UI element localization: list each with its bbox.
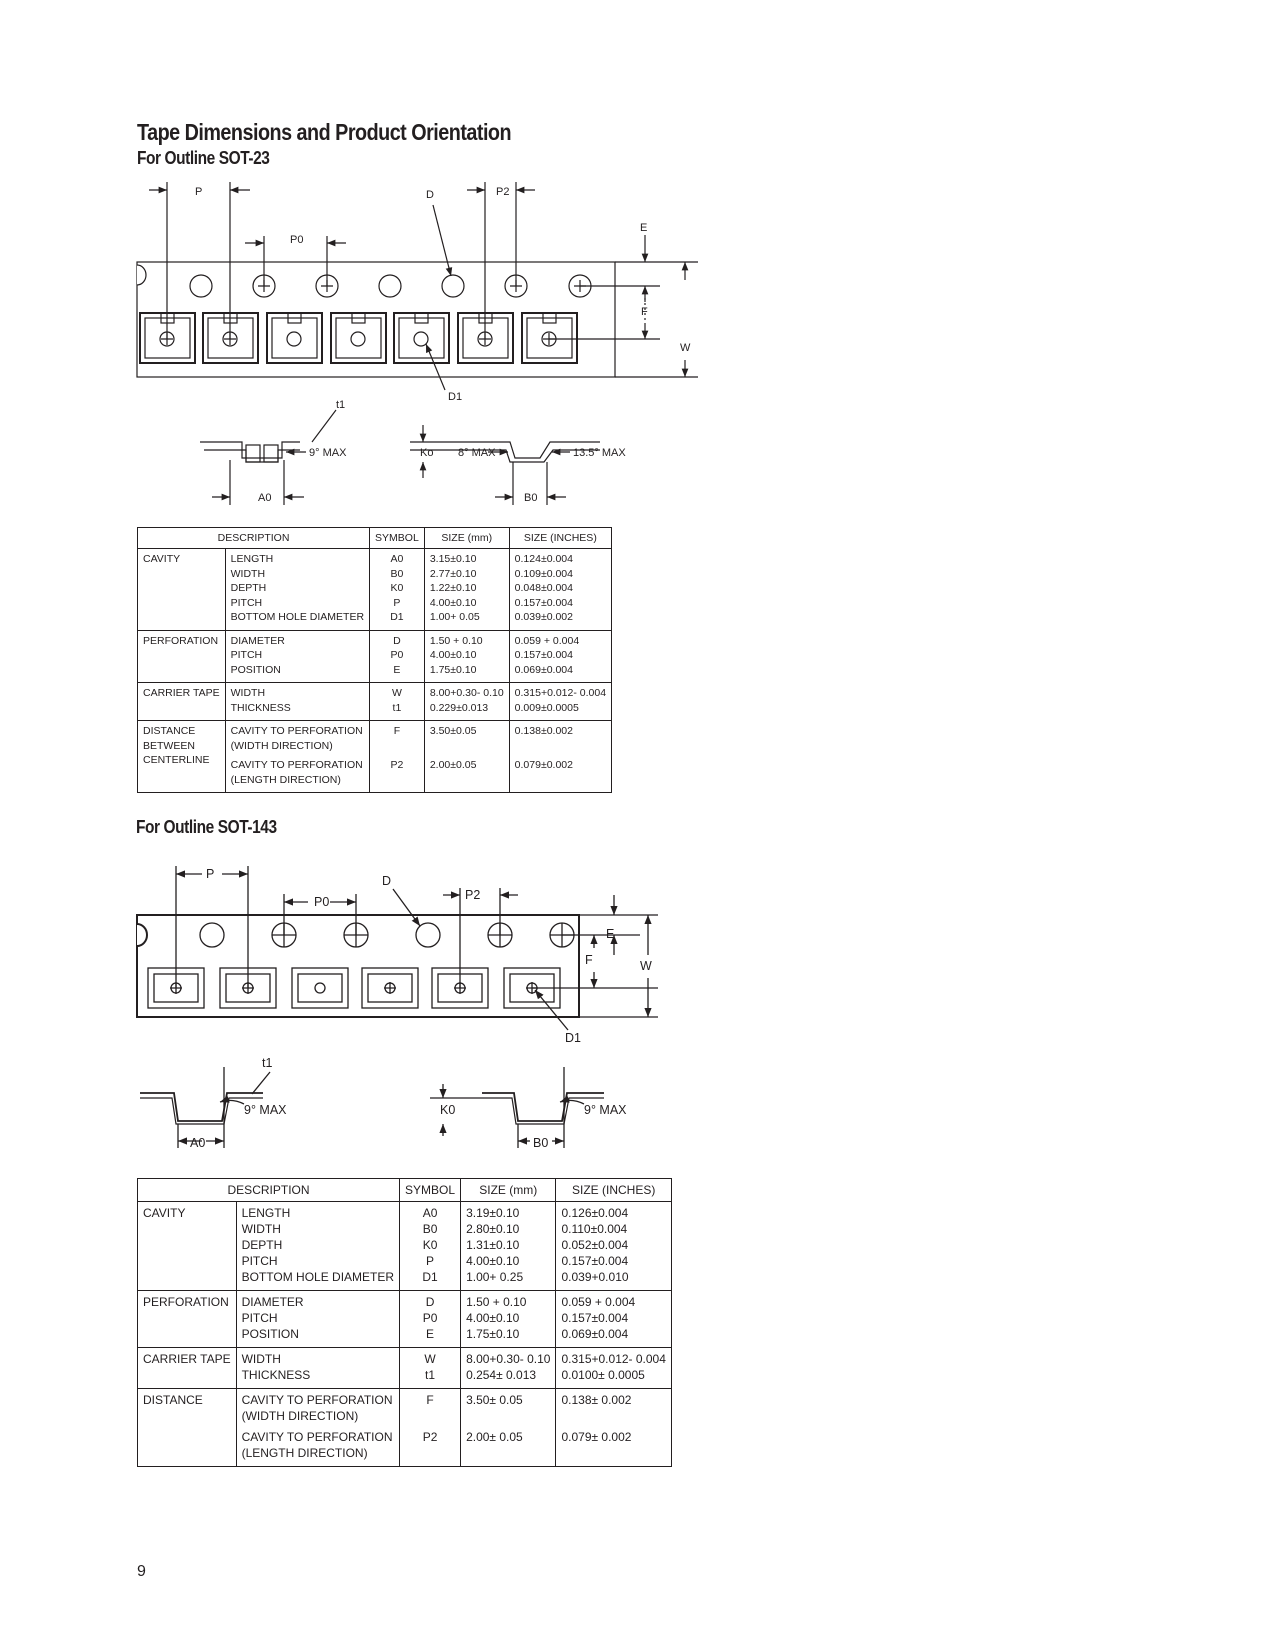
- description-text: PITCH: [230, 596, 263, 609]
- symbol-cell: [370, 549, 425, 631]
- column-header: SIZE (INCHES): [556, 1179, 671, 1202]
- section-heading-sot143: For Outline SOT-143: [136, 817, 277, 837]
- description-cell: [225, 549, 369, 631]
- dim-label-t1: t1: [336, 399, 346, 411]
- size-inches-cell: [556, 1291, 671, 1348]
- size-inches-value: 0.048±0.004: [514, 582, 573, 594]
- description-text: CAVITY TO PERFORATION: [241, 1393, 393, 1407]
- size-mm-value: 2.00± 0.05: [466, 1430, 523, 1444]
- group-name: CARRIER TAPE: [143, 1352, 231, 1366]
- dim-label-e: E: [640, 222, 648, 234]
- dim-label-t1: t1: [262, 1056, 273, 1070]
- size-inches-value: 0.157±0.004: [561, 1254, 629, 1268]
- description-text: LENGTH: [230, 553, 274, 565]
- description-text: (LENGTH DIRECTION): [230, 773, 341, 786]
- description-text: CAVITY TO PERFORATION: [241, 1430, 393, 1444]
- size-inches-value: 0.069±0.004: [514, 663, 573, 676]
- size-inches-value: 0.157±0.004: [514, 649, 573, 661]
- size-mm-value: 1.22±0.10: [429, 582, 477, 594]
- description-cell: [236, 1389, 399, 1467]
- row-spacer: [375, 773, 419, 788]
- dim-label-ko: Ko: [420, 447, 434, 459]
- sot23-spec-table: [137, 527, 612, 793]
- column-header: SIZE (mm): [461, 1179, 556, 1202]
- row-spacer: [430, 773, 504, 788]
- dim-label-b0: B0: [524, 492, 538, 504]
- size-inches-value: 0.059 + 0.004: [561, 1295, 636, 1309]
- size-inches-value: 0.052±0.004: [561, 1238, 629, 1252]
- table-row: [138, 1389, 672, 1467]
- group-name: CAVITY: [143, 1206, 186, 1220]
- symbol-value: K0: [422, 1238, 438, 1252]
- dim-label-9-max: 9° MAX: [244, 1103, 287, 1117]
- description-text: PITCH: [230, 649, 263, 661]
- size-inches-value: 0.138±0.002: [514, 725, 573, 737]
- description-text: POSITION: [230, 663, 281, 676]
- size-mm-cell: [424, 721, 509, 793]
- size-inches-value: 0.157±0.004: [514, 596, 573, 609]
- dim-label-13-max: 13.5° MAX: [573, 447, 626, 459]
- column-header: SYMBOL: [400, 1179, 461, 1202]
- dim-label-e: E: [606, 927, 615, 941]
- column-header: SIZE (mm): [424, 528, 509, 549]
- group-name-cell: [138, 1389, 237, 1467]
- size-mm-value: 0.229±0.013: [429, 701, 489, 714]
- dim-label-9-max-right: 9° MAX: [584, 1103, 627, 1117]
- size-mm-value: 3.50± 0.05: [466, 1393, 523, 1407]
- size-mm-cell: [461, 1291, 556, 1348]
- size-inches-cell: [509, 549, 611, 631]
- symbol-value: W: [424, 1352, 436, 1366]
- column-header: SYMBOL: [370, 528, 425, 549]
- dim-label-a0: A0: [258, 492, 272, 504]
- dim-label-9-max: 9° MAX: [309, 447, 347, 459]
- dim-label-p0: P0: [290, 234, 304, 246]
- table-row: [138, 1348, 672, 1389]
- description-text: DIAMETER: [230, 634, 285, 647]
- size-inches-value: 0.039±0.002: [514, 611, 573, 623]
- description-cell: [236, 1291, 399, 1348]
- symbol-value: P2: [390, 759, 404, 771]
- size-inches-value: 0.0100± 0.0005: [561, 1368, 645, 1382]
- symbol-value: F: [393, 725, 401, 737]
- symbol-value: D1: [422, 1270, 438, 1284]
- size-mm-value: 8.00+0.30- 0.10: [429, 687, 504, 699]
- description-text: DEPTH: [241, 1238, 283, 1252]
- table-row: [138, 1291, 672, 1348]
- description-cell: [225, 683, 369, 721]
- size-inches-cell: [509, 630, 611, 683]
- dim-label-b0: B0: [533, 1136, 549, 1150]
- group-name-cell: [138, 721, 226, 793]
- group-name-cell: [138, 630, 226, 683]
- symbol-value: P: [426, 1254, 435, 1268]
- size-inches-value: 0.124±0.004: [514, 553, 573, 565]
- size-inches-cell: [509, 721, 611, 793]
- dim-label-w: W: [680, 342, 691, 354]
- table-header-row: [138, 528, 612, 549]
- row-spacer: [405, 1445, 455, 1461]
- group-name: BETWEEN: [143, 739, 195, 752]
- description-text: CAVITY TO PERFORATION: [230, 759, 363, 771]
- row-spacer: [515, 739, 606, 754]
- size-inches-value: 0.315+0.012- 0.004: [561, 1352, 666, 1366]
- description-cell: [225, 630, 369, 683]
- row-spacer: [515, 773, 606, 788]
- size-mm-value: 4.00±0.10: [429, 596, 477, 609]
- symbol-value: E: [426, 1327, 435, 1341]
- description-cell: [225, 721, 369, 793]
- table-row: [138, 549, 612, 631]
- dim-label-d1: D1: [448, 391, 463, 403]
- sot143-tape-diagram: [0, 850, 1275, 1160]
- symbol-cell: [400, 1291, 461, 1348]
- symbol-value: A0: [390, 553, 404, 565]
- symbol-value: D: [425, 1295, 435, 1309]
- size-mm-value: 0.254± 0.013: [466, 1368, 537, 1382]
- dim-label-d1: D1: [565, 1031, 581, 1045]
- size-inches-value: 0.039+0.010: [561, 1270, 629, 1284]
- sot23-tape-diagram: [0, 0, 1275, 510]
- group-name: PERFORATION: [143, 634, 219, 647]
- dim-label-f: F: [641, 306, 648, 318]
- description-text: PITCH: [241, 1311, 278, 1325]
- symbol-cell: [370, 721, 425, 793]
- size-mm-cell: [461, 1348, 556, 1389]
- page-title: Tape Dimensions and Product Orientation: [137, 119, 512, 145]
- size-mm-value: 1.75±0.10: [429, 663, 477, 676]
- size-inches-value: 0.110±0.004: [561, 1222, 628, 1236]
- description-text: DEPTH: [230, 582, 267, 594]
- dim-label-k0: K0: [440, 1103, 456, 1117]
- sot143-spec-table: [137, 1178, 672, 1467]
- symbol-cell: [400, 1202, 461, 1291]
- symbol-value: B0: [390, 567, 404, 580]
- table-row: [138, 630, 612, 683]
- dim-label-f: F: [585, 953, 593, 967]
- group-name-cell: [138, 1202, 237, 1291]
- column-header: DESCRIPTION: [138, 1179, 400, 1202]
- size-inches-value: 0.109±0.004: [514, 567, 573, 580]
- description-cell: [236, 1348, 399, 1389]
- symbol-value: A0: [422, 1206, 438, 1220]
- column-header: DESCRIPTION: [138, 528, 370, 549]
- group-name-cell: [138, 549, 226, 631]
- dim-label-8-max: 8° MAX: [458, 447, 496, 459]
- size-inches-cell: [556, 1389, 671, 1467]
- description-text: CAVITY TO PERFORATION: [230, 725, 363, 737]
- size-inches-value: 0.157±0.004: [561, 1311, 629, 1325]
- section-heading-sot23: For Outline SOT-23: [137, 148, 270, 168]
- group-name: PERFORATION: [143, 1295, 229, 1309]
- size-inches-value: 0.069±0.004: [561, 1327, 629, 1341]
- description-text: (LENGTH DIRECTION): [241, 1446, 368, 1460]
- group-name: CENTERLINE: [143, 754, 210, 766]
- row-spacer: [561, 1408, 665, 1424]
- size-mm-value: 8.00+0.30- 0.10: [466, 1352, 551, 1366]
- size-inches-value: 0.059 + 0.004: [514, 634, 580, 647]
- size-mm-cell: [424, 630, 509, 683]
- description-text: BOTTOM HOLE DIAMETER: [241, 1270, 395, 1284]
- row-spacer: [466, 1445, 550, 1461]
- dim-label-d: D: [382, 874, 392, 888]
- description-text: THICKNESS: [241, 1368, 311, 1382]
- size-mm-cell: [424, 683, 509, 721]
- size-mm-value: 4.00±0.10: [466, 1311, 520, 1325]
- description-text: BOTTOM HOLE DIAMETER: [230, 611, 365, 623]
- symbol-value: D: [393, 634, 401, 647]
- symbol-value: D1: [390, 611, 404, 623]
- dim-label-p: P: [195, 186, 203, 198]
- description-text: THICKNESS: [230, 701, 291, 714]
- table-row: [138, 683, 612, 721]
- description-text: WIDTH: [230, 567, 266, 580]
- size-mm-value: 2.00±0.05: [429, 759, 477, 771]
- size-mm-value: 1.50 + 0.10: [429, 634, 483, 647]
- size-inches-value: 0.079±0.002: [514, 759, 573, 771]
- symbol-value: W: [391, 687, 402, 699]
- size-mm-cell: [461, 1389, 556, 1467]
- size-inches-value: 0.009±0.0005: [514, 701, 579, 714]
- size-mm-value: 1.31±0.10: [466, 1238, 520, 1252]
- size-mm-value: 2.77±0.10: [429, 567, 477, 580]
- row-spacer: [466, 1408, 550, 1424]
- description-text: WIDTH: [241, 1222, 281, 1236]
- description-text: PITCH: [241, 1254, 278, 1268]
- dim-label-w: W: [640, 959, 652, 973]
- column-header: SIZE (INCHES): [509, 528, 611, 549]
- size-mm-value: 1.00+ 0.25: [466, 1270, 524, 1284]
- symbol-cell: [400, 1348, 461, 1389]
- symbol-value: P0: [422, 1311, 438, 1325]
- row-spacer: [405, 1408, 455, 1424]
- description-text: WIDTH: [230, 687, 266, 699]
- dim-label-p2: P2: [496, 186, 510, 198]
- description-text: POSITION: [241, 1327, 299, 1341]
- group-name: CAVITY: [143, 553, 181, 565]
- size-inches-cell: [556, 1202, 671, 1291]
- dim-label-p2: P2: [465, 888, 481, 902]
- symbol-value: P0: [390, 649, 404, 661]
- description-text: (WIDTH DIRECTION): [241, 1409, 359, 1423]
- description-cell: [236, 1202, 399, 1291]
- group-name-cell: [138, 683, 226, 721]
- size-inches-value: 0.138± 0.002: [561, 1393, 632, 1407]
- row-spacer: [430, 739, 504, 754]
- size-mm-value: 4.00±0.10: [429, 649, 477, 661]
- size-inches-cell: [509, 683, 611, 721]
- symbol-cell: [400, 1389, 461, 1467]
- size-mm-value: 1.00+ 0.05: [429, 611, 480, 623]
- size-mm-cell: [461, 1202, 556, 1291]
- symbol-value: K0: [390, 582, 404, 594]
- group-name-cell: [138, 1291, 237, 1348]
- table-row: [138, 1202, 672, 1291]
- size-inches-value: 0.126±0.004: [561, 1206, 629, 1220]
- symbol-value: B0: [422, 1222, 438, 1236]
- symbol-value: P2: [422, 1430, 438, 1444]
- symbol-value: t1: [425, 1368, 436, 1382]
- size-mm-value: 4.00±0.10: [466, 1254, 520, 1268]
- size-mm-value: 3.15±0.10: [429, 553, 477, 565]
- size-mm-value: 3.19±0.10: [466, 1206, 520, 1220]
- dim-label-p: P: [206, 867, 215, 881]
- symbol-value: P: [393, 596, 401, 609]
- description-text: WIDTH: [241, 1352, 281, 1366]
- size-mm-value: 3.50±0.05: [429, 725, 477, 737]
- size-inches-value: 0.079± 0.002: [561, 1430, 632, 1444]
- group-name: DISTANCE: [143, 1393, 203, 1407]
- size-mm-cell: [424, 549, 509, 631]
- group-name: CARRIER TAPE: [143, 687, 220, 699]
- description-text: DIAMETER: [241, 1295, 304, 1309]
- size-mm-value: 2.80±0.10: [466, 1222, 520, 1236]
- table-header-row: [138, 1179, 672, 1202]
- dim-label-d: D: [426, 189, 434, 201]
- row-spacer: [561, 1445, 665, 1461]
- description-text: (WIDTH DIRECTION): [230, 739, 333, 752]
- row-spacer: [375, 739, 419, 754]
- symbol-cell: [370, 630, 425, 683]
- description-text: LENGTH: [241, 1206, 291, 1220]
- size-mm-value: 1.75±0.10: [466, 1327, 520, 1341]
- size-inches-cell: [556, 1348, 671, 1389]
- group-name-cell: [138, 1348, 237, 1389]
- symbol-cell: [370, 683, 425, 721]
- dim-label-a0: A0: [190, 1136, 206, 1150]
- dim-label-p0: P0: [314, 895, 330, 909]
- symbol-value: t1: [392, 701, 402, 714]
- table-row: [138, 721, 612, 793]
- page-number: 9: [137, 1563, 146, 1580]
- size-inches-value: 0.315+0.012- 0.004: [514, 687, 607, 699]
- symbol-value: F: [426, 1393, 434, 1407]
- group-name: DISTANCE: [143, 725, 196, 737]
- size-mm-value: 1.50 + 0.10: [466, 1295, 527, 1309]
- symbol-value: E: [393, 663, 401, 676]
